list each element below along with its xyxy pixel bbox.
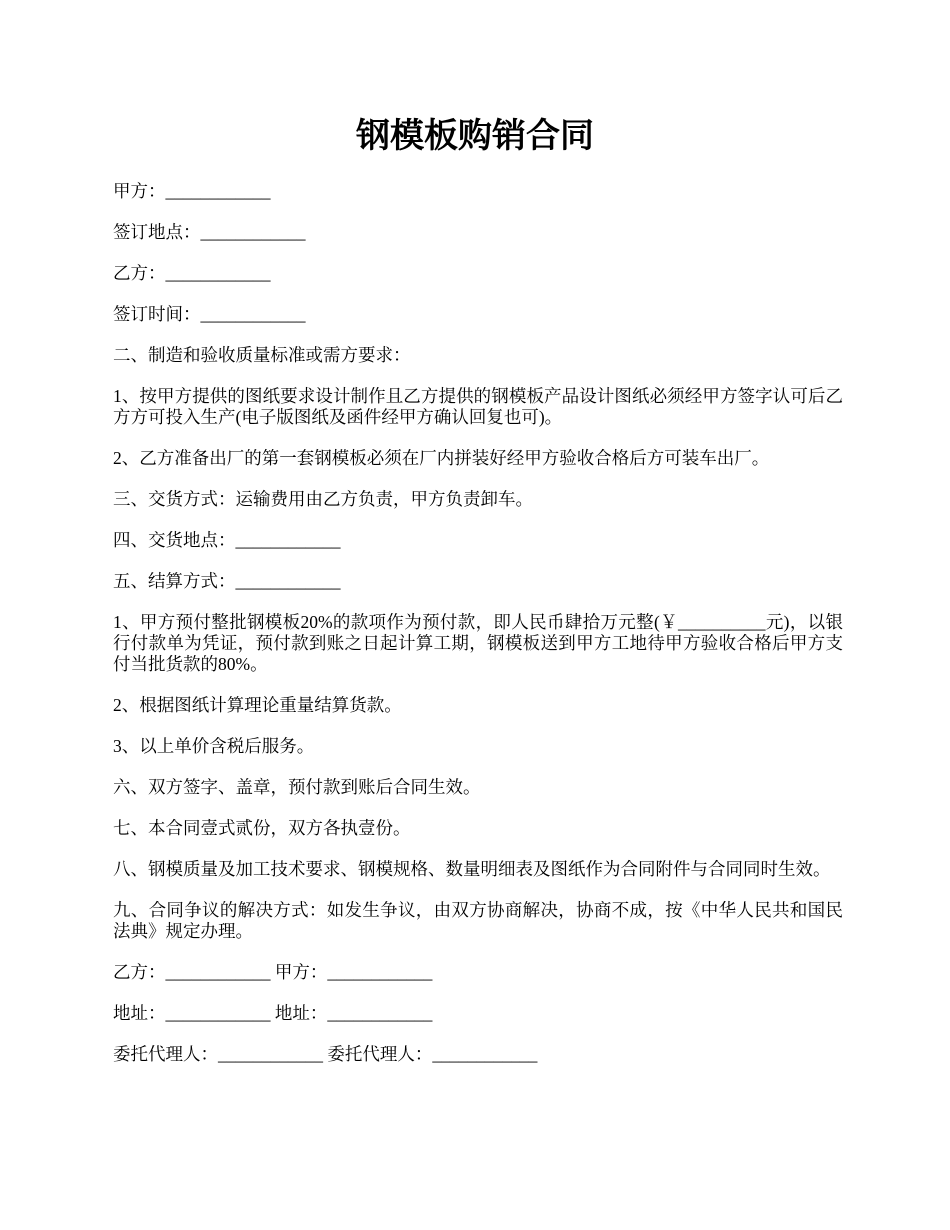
party-a-field: 甲方：____________ bbox=[113, 181, 271, 201]
party-b-field: 乙方：____________ bbox=[113, 263, 271, 283]
document-title: 钢模板购销合同 bbox=[356, 118, 594, 155]
section-delivery-place: 四、交货地点：____________ bbox=[113, 530, 341, 550]
section-heading-quality: 二、制造和验收质量标准或需方要求： bbox=[113, 345, 411, 365]
signing-place-field: 签订地点：____________ bbox=[113, 222, 306, 242]
signature-addresses: 地址：____________ 地址：____________ bbox=[113, 1003, 433, 1023]
section-copies: 七、本合同壹式贰份，双方各执壹份。 bbox=[113, 818, 411, 838]
signature-parties: 乙方：____________ 甲方：____________ bbox=[113, 962, 433, 982]
contract-body bbox=[113, 181, 843, 1085]
section-dispute: 九、合同争议的解决方式：如发生争议，由双方协商解决，协商不成，按《中华人民共和国民法典》规定办理。 bbox=[113, 900, 843, 941]
clause-settlement-3: 3、以上单价含税后服务。 bbox=[113, 736, 315, 756]
signature-agents: 委托代理人：____________ 委托代理人：____________ bbox=[113, 1044, 538, 1064]
section-effectiveness: 六、双方签字、盖章，预付款到账后合同生效。 bbox=[113, 777, 481, 797]
clause-quality-2: 2、乙方准备出厂的第一套钢模板必须在厂内拼装好经甲方验收合格后方可装车出厂。 bbox=[113, 448, 770, 468]
clause-settlement-1: 1、甲方预付整批钢模板20%的款项作为预付款，即人民币肆拾万元整(￥__________元)，以银行付款单为凭证，预付款到账之日起计算工期，钢模板送到甲方工地待甲方验收合格后甲方支付当批货款的80%。 bbox=[113, 612, 843, 674]
clause-settlement-2: 2、根据图纸计算理论重量结算货款。 bbox=[113, 695, 402, 715]
section-settlement: 五、结算方式：____________ bbox=[113, 571, 341, 591]
clause-quality-1: 1、按甲方提供的图纸要求设计制作且乙方提供的钢模板产品设计图纸必须经甲方签字认可后乙方方可投入生产(电子版图纸及函件经甲方确认回复也可)。 bbox=[113, 386, 843, 427]
signing-time-field: 签订时间：____________ bbox=[113, 304, 306, 324]
section-attachments: 八、钢模质量及加工技术要求、钢模规格、数量明细表及图纸作为合同附件与合同同时生效。 bbox=[113, 859, 831, 879]
section-delivery-method: 三、交货方式：运输费用由乙方负责，甲方负责卸车。 bbox=[113, 489, 533, 509]
